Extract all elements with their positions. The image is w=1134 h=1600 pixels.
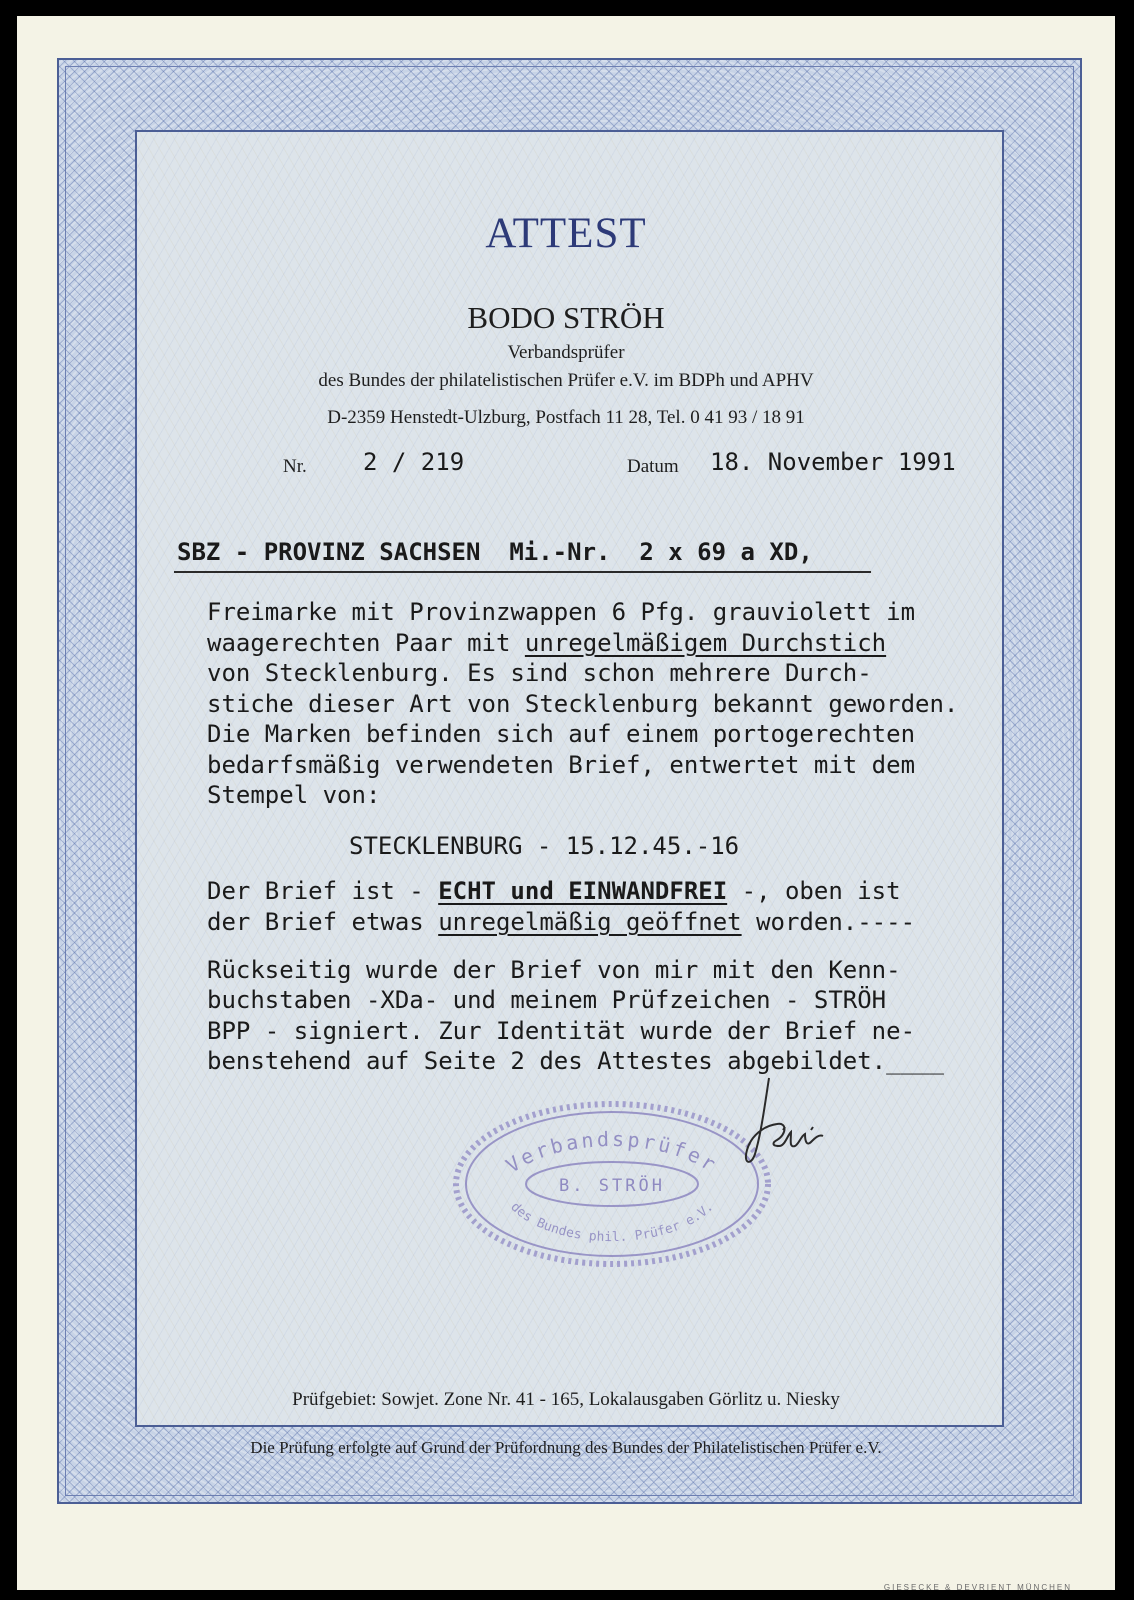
examiner-role: Verbandsprüfer	[507, 342, 625, 363]
verdict: ECHT und EINWANDFREI	[438, 877, 728, 905]
printer-mark: GIESECKE & DEVRIENT MÜNCHEN	[883, 1583, 1072, 1592]
body-line: benstehend auf Seite 2 des Attestes abgebildet.____	[207, 1047, 944, 1075]
date-label: Datum	[627, 456, 679, 477]
body-line: waagerechten Paar mit unregelmäßigem Durchstich	[207, 629, 887, 657]
underlined-phrase: unregelmäßig geöffnet	[438, 908, 742, 936]
body-line: Der Brief ist - ECHT und EINWANDFREI -, oben ist	[207, 877, 901, 905]
seal-center-text: B. STRÖH	[559, 1176, 665, 1196]
body-line: von Stecklenburg. Es sind schon mehrere Durch-	[207, 659, 872, 687]
exam-area-line: Prüfgebiet: Sowjet. Zone Nr. 41 - 165, Lokalausgaben Görlitz u. Niesky	[292, 1389, 840, 1410]
address-line: D-2359 Henstedt-Ulzburg, Postfach 11 28, Tel. 0 41 93 / 18 91	[327, 407, 805, 428]
body-line: BPP - signiert. Zur Identität wurde der Brief ne-	[207, 1017, 916, 1045]
certificate-paper	[17, 16, 1115, 1590]
examiner-name: BODO STRÖH	[467, 300, 665, 335]
body-line: stiche dieser Art von Stecklenburg bekannt geworden.	[207, 690, 959, 718]
underlined-phrase: unregelmäßigem Durchstich	[524, 629, 887, 657]
exam-basis-line: Die Prüfung erfolgte auf Grund der Prüfordnung des Bundes der Philatelistischen Prüfer e.V.	[250, 1438, 882, 1457]
body-line: bedarfsmäßig verwendeten Brief, entwertet mit dem	[207, 751, 916, 779]
body-line: der Brief etwas unregelmäßig geöffnet worden.----	[207, 908, 916, 936]
body-line: Die Marken befinden sich auf einem portogerechten	[207, 720, 916, 748]
handwritten-signature	[725, 1074, 835, 1204]
certificate-title: ATTEST	[485, 210, 647, 257]
postmark-line: STECKLENBURG - 15.12.45.-16	[349, 832, 740, 860]
number-value: 2 / 219	[363, 448, 465, 476]
association-line: des Bundes der philatelistischen Prüfer e.V. im BDPh und APHV	[318, 370, 814, 391]
number-label: Nr.	[283, 456, 307, 477]
heading-underline	[174, 571, 871, 573]
body-line: Stempel von:	[207, 781, 381, 809]
body-line: buchstaben -XDa- und meinem Prüfzeichen - STRÖH	[207, 986, 887, 1014]
date-value: 18. November 1991	[710, 448, 956, 476]
body-line: Rückseitig wurde der Brief von mir mit den Kenn-	[207, 956, 901, 984]
body-line: Freimarke mit Provinzwappen 6 Pfg. grauviolett im	[207, 598, 916, 626]
seal-bottom-text: des Bundes phil. Prüfer e.V.	[507, 1199, 717, 1246]
stamp-heading: SBZ - PROVINZ SACHSEN Mi.-Nr. 2 x 69 a XD,	[177, 538, 813, 566]
seal-top-text: Verbandsprüfer	[501, 1126, 723, 1178]
svg-text:Verbandsprüfer	[502, 1127, 723, 1178]
